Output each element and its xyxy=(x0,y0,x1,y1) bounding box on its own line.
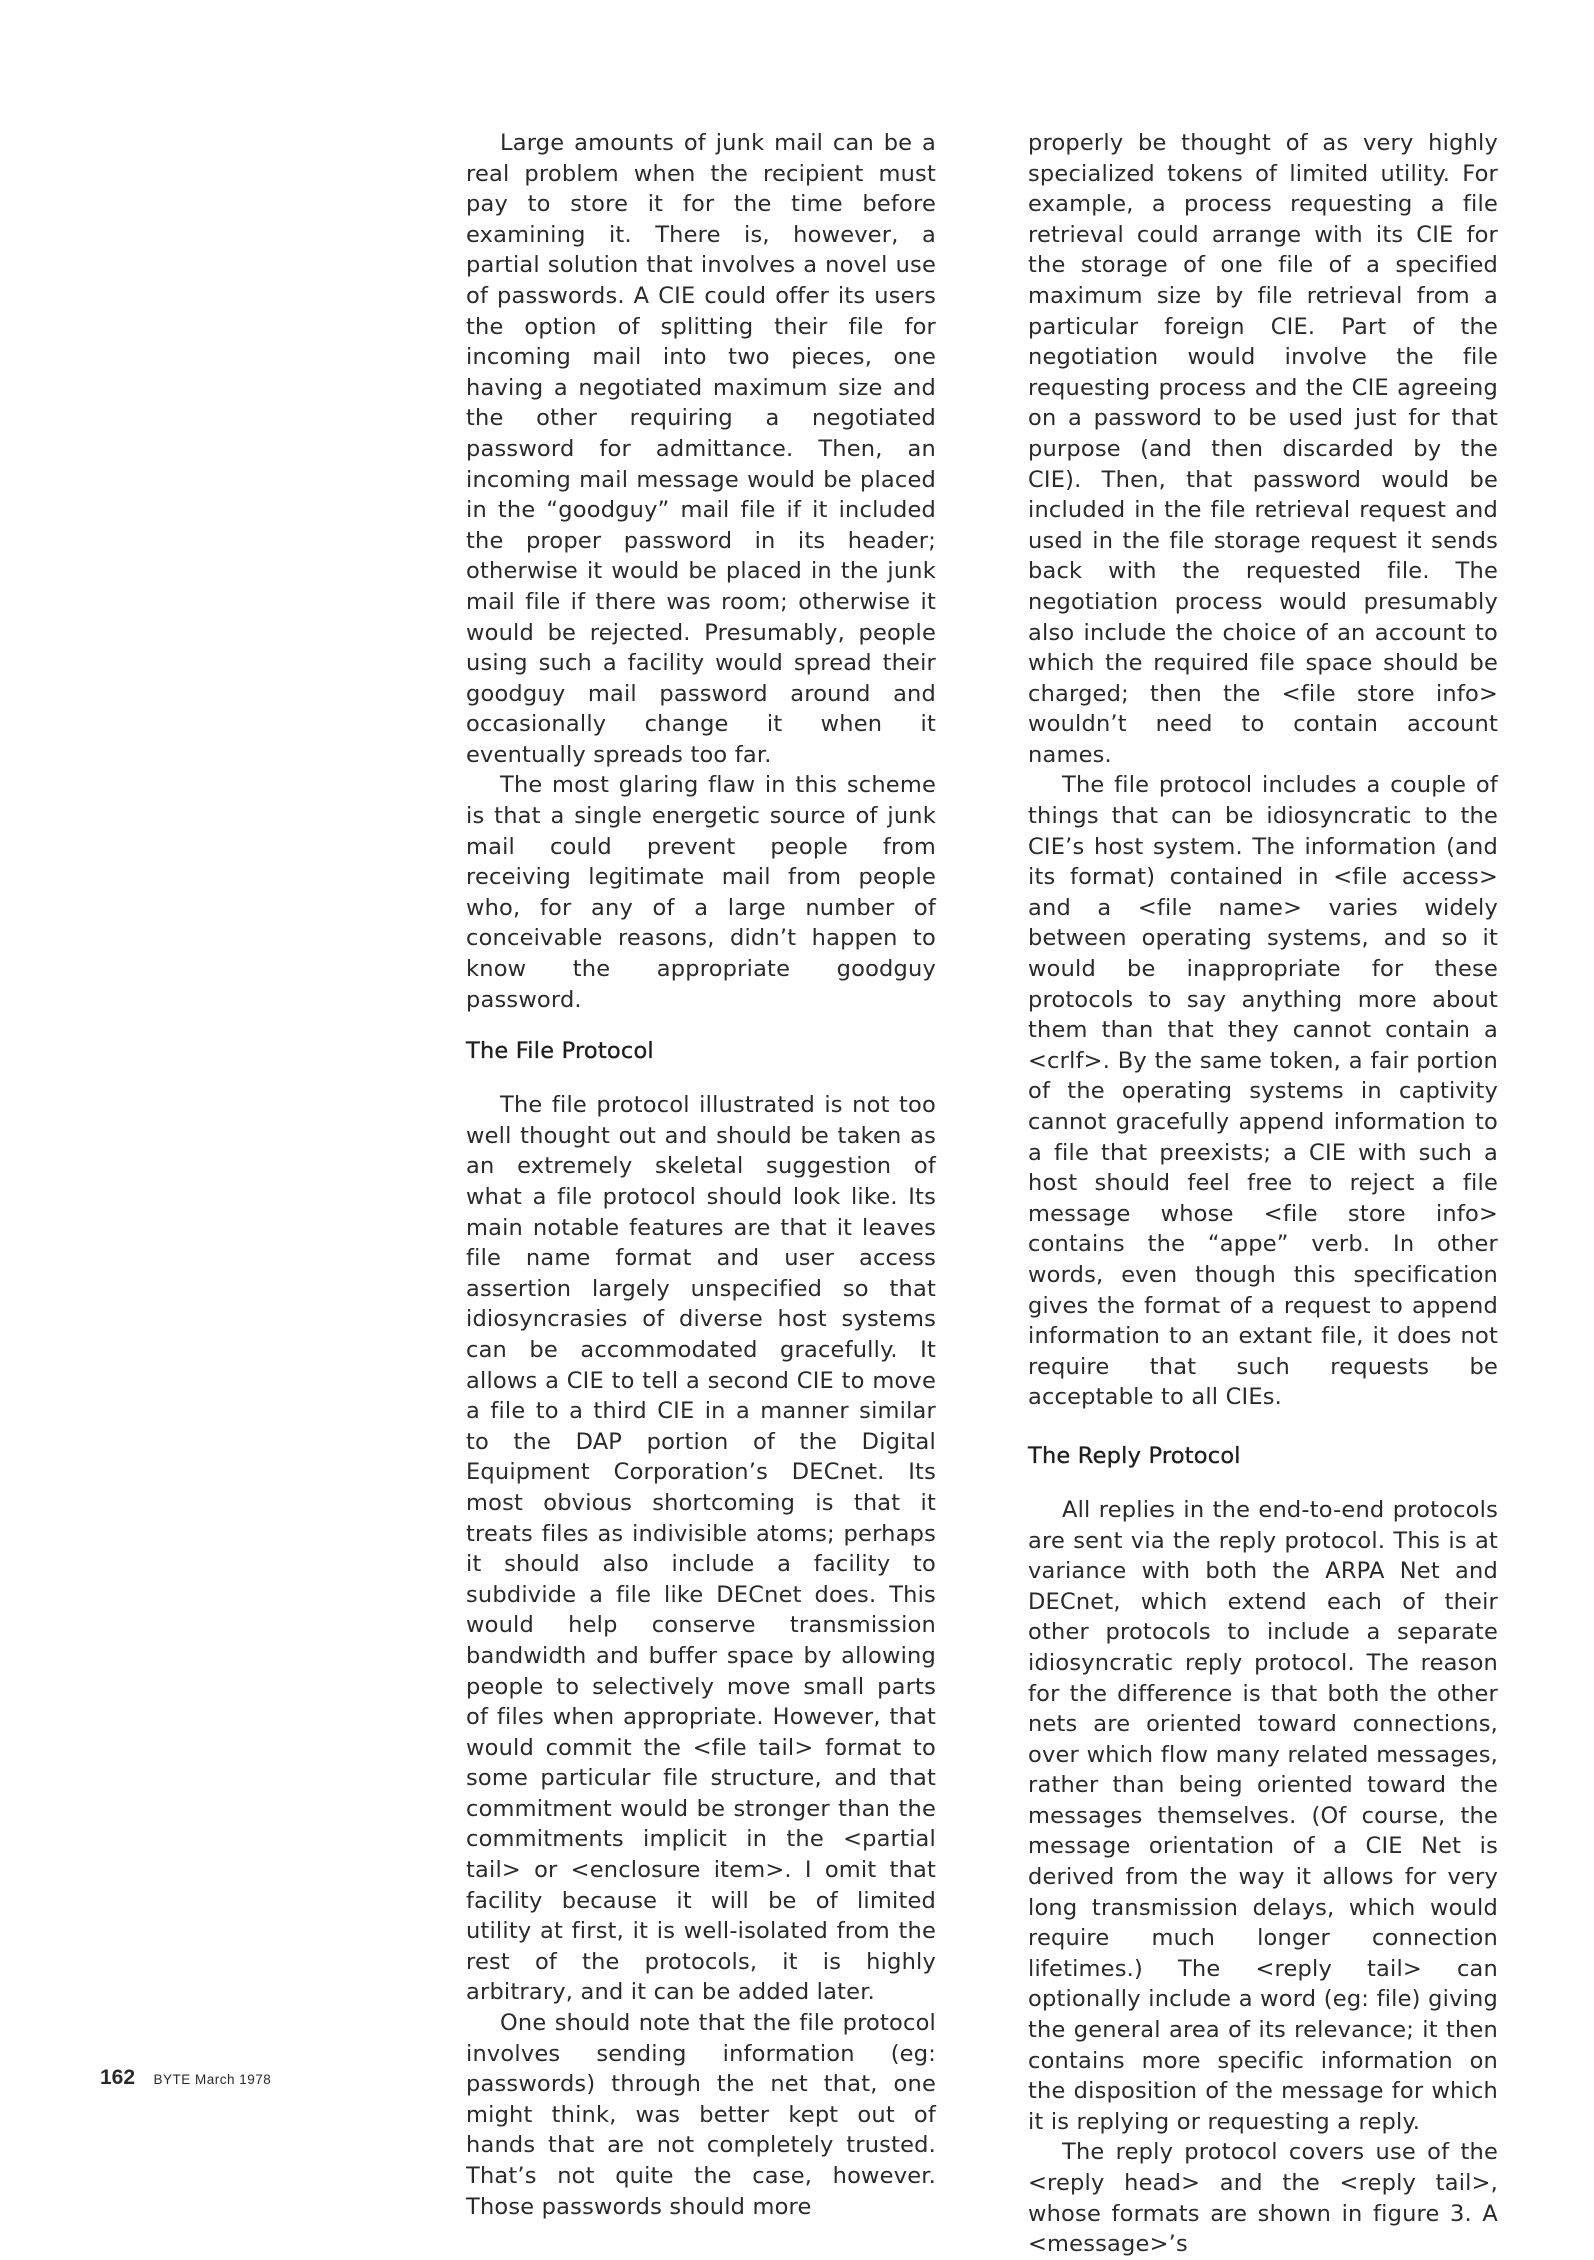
left-paragraph-3: The file protocol illustrated is not too well thought out and should be taken as an extremely skeletal suggestion of what a file protocol should look like. Its main notable features are that it leaves file name format and user access assertion largely unspecified so that idiosyncrasies of diverse host systems can be accommodated gracefully. It allows a CIE to tell a second CIE to move a file to a third CIE in a manner similar to the DAP portion of the Digital Equipment Corporation’s DECnet. Its most obvious shortcoming is that it treats files as indivisible atoms; perhaps it should also include a facility to subdivide a file like DECnet does. This would help conserve transmission bandwidth and buffer space by allowing people to selectively move small parts of files when appropriate. However, that would commit the <file tail> format to some particular file structure, and that commitment would be stronger than the commitments implicit in the <partial tail> or <enclosure item>. I omit that facility because it will be of limited utility at first, it is well-isolated from the rest of the protocols, it is highly arbitrary, and it can be added later. xyxy=(466,1092,936,2006)
right-paragraph-4: The reply protocol covers use of the <reply head> and the <reply tail>, whose formats are shown in figure 3. A <message>’s xyxy=(1028,2139,1498,2258)
page-footer xyxy=(100,2066,271,2090)
reply-protocol-heading: The Reply Protocol xyxy=(1028,1442,1241,1469)
page-number: 162 xyxy=(100,2066,136,2089)
left-paragraph-2: The most glaring flaw in this scheme is that a single energetic source of junk mail could prevent people from receiving legitimate mail from people who, for any of a large number of conceivable reasons, didn’t happen to know the appropriate goodguy password. xyxy=(466,772,936,1013)
right-paragraph-1: properly be thought of as very highly specialized tokens of limited utility. For example, a process requesting a file retrieval could arrange with its CIE for the storage of one file of a specified maximum size by file retrieval from a particular foreign CIE. Part of the negotiation would involve the file requesting process and the CIE agreeing on a password to be used just for that purpose (and then discarded by the CIE). Then, that password would be included in the file retrieval request and used in the file storage request it sends back with the requested file. The negotiation process would presumably also include the choice of an account to which the required file space should be charged; then the <file store info> wouldn’t need to contain account names. xyxy=(1028,130,1498,768)
magazine-issue: BYTE March 1978 xyxy=(153,2072,272,2087)
right-paragraph-2: The file protocol includes a couple of things that can be idiosyncratic to the CIE’s host system. The information (and its format) contained in <file access> and a <file name> varies widely between operating systems, and so it would be inappropriate for these protocols to say anything more about them than that they cannot contain a <crlf>. By the same token, a fair portion of the operating systems in captivity cannot gracefully append information to a file that preexists; a CIE with such a host should feel free to reject a file message whose <file store info> contains the “appe” verb. In other words, even though this specification gives the format of a request to append information to an extant file, it does not require that such requests be acceptable to all CIEs. xyxy=(1028,772,1498,1411)
right-paragraph-3: All replies in the end-to-end protocols are sent via the reply protocol. This is at variance with both the ARPA Net and DECnet, which extend each of their other protocols to include a separate idiosyncratic reply protocol. The reason for the difference is that both the other nets are oriented toward connections, over which flow many related messages, rather than being oriented toward the messages themselves. (Of course, the message orientation of a CIE Net is derived from the way it allows for very long transmission delays, which would require much longer connection lifetimes.) The <reply tail> can optionally include a word (eg: file) giving the general area of its relevance; it then contains more specific information on the disposition of the message for which it is replying or requesting a reply. xyxy=(1028,1496,1498,2135)
left-column xyxy=(466,128,936,2222)
left-paragraph-1: Large amounts of junk mail can be a real problem when the recipient must pay to store it for the time before examining it. There is, however, a partial solution that involves a novel use of passwords. A CIE could offer its users the option of splitting their file for incoming mail into two pieces, one having a negotiated maximum size and the other requiring a negotiated password for admittance. Then, an incoming mail message would be placed in the “goodguy” mail file if it included the proper password in its header; otherwise it would be placed in the junk mail file if there was room; otherwise it would be rejected. Presumably, people using such a facility would spread their goodguy mail password around and occasionally change it when it eventually spreads too far. xyxy=(466,130,936,768)
file-protocol-heading: The File Protocol xyxy=(466,1038,654,1065)
left-paragraph-4: One should note that the file protocol involves sending information (eg: passwords) through the net that, one might think, was better kept out of hands that are not completely trusted. That’s not quite the case, however. Those passwords should more xyxy=(466,2010,936,2220)
right-column xyxy=(1028,128,1498,2260)
